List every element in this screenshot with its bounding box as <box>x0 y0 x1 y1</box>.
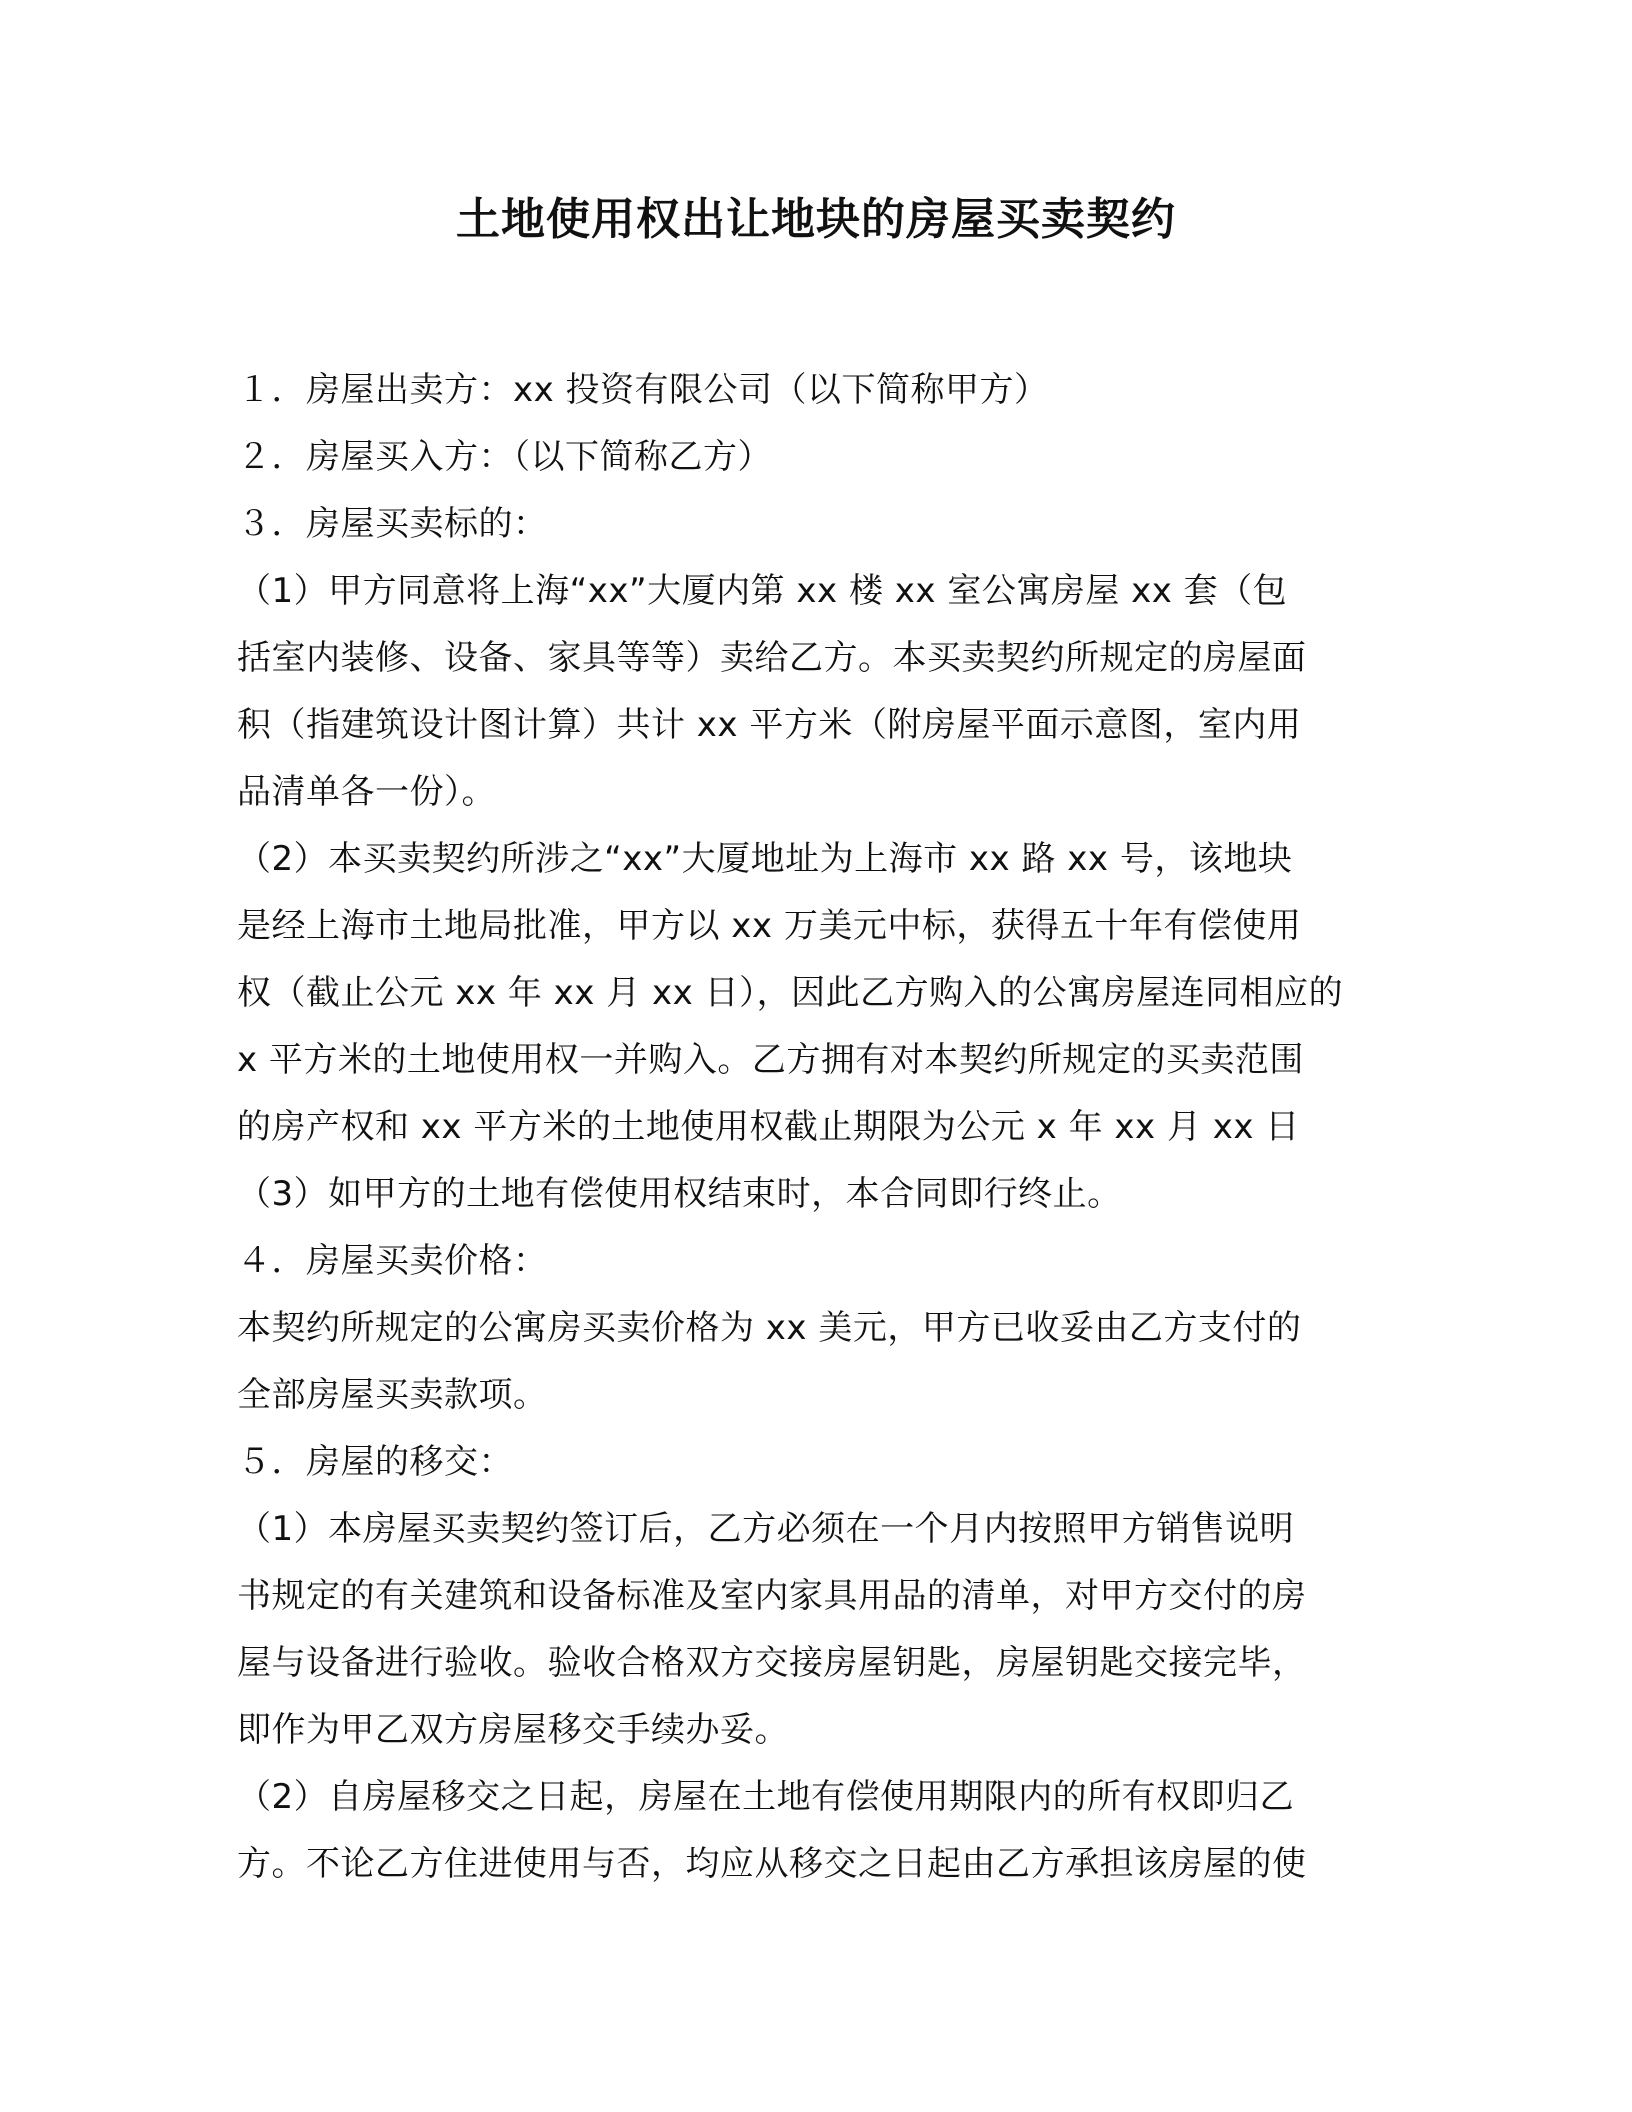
text-line: （1）本房屋买卖契约签订后，乙方必须在一个月内按照甲方销售说明 <box>237 1509 1295 1549</box>
text-line: x 平方米的土地使用权一并购入。乙方拥有对本契约所规定的买卖范围 <box>237 1040 1304 1080</box>
text-line: 即作为甲乙双方房屋移交手续办妥。 <box>237 1710 789 1750</box>
text-line: 积（指建筑设计图计算）共计 xx 平方米（附房屋平面示意图，室内用 <box>237 705 1302 745</box>
text-line: （2）自房屋移交之日起，房屋在土地有偿使用期限内的所有权即归乙 <box>237 1777 1295 1817</box>
text-line: 权（截止公元 xx 年 xx 月 xx 日），因此乙方购入的公寓房屋连同相应的 <box>237 973 1344 1013</box>
text-line: 本契约所规定的公寓房买卖价格为 xx 美元，甲方已收妥由乙方支付的 <box>237 1308 1302 1348</box>
text-line: ５．房屋的移交： <box>237 1442 513 1482</box>
text-line: 括室内装修、设备、家具等等）卖给乙方。本买卖契约所规定的房屋面 <box>237 638 1307 678</box>
text-line: 书规定的有关建筑和设备标准及室内家具用品的清单，对甲方交付的房 <box>237 1576 1307 1616</box>
text-line: ４．房屋买卖价格： <box>237 1241 548 1281</box>
text-line: 方。不论乙方住进使用与否，均应从移交之日起由乙方承担该房屋的使 <box>237 1844 1307 1884</box>
document-title: 土地使用权出让地块的房屋买卖契约 <box>456 194 1176 245</box>
text-line: ３．房屋买卖标的： <box>237 504 548 544</box>
text-line: １．房屋出卖方：xx 投资有限公司（以下简称甲方） <box>237 370 1049 410</box>
text-line: （3）如甲方的土地有偿使用权结束时，本合同即行终止。 <box>237 1174 1122 1214</box>
text-line: （1）甲方同意将上海“xx”大厦内第 xx 楼 xx 室公寓房屋 xx 套（包 <box>237 571 1288 611</box>
text-line: 全部房屋买卖款项。 <box>237 1375 548 1415</box>
text-line: 是经上海市土地局批准，甲方以 xx 万美元中标，获得五十年有偿使用 <box>237 906 1302 946</box>
text-line: 的房产权和 xx 平方米的土地使用权截止期限为公元 x 年 xx 月 xx 日 <box>237 1107 1300 1147</box>
document-body <box>237 357 1395 1898</box>
text-line: （2）本买卖契约所涉之“xx”大厦地址为上海市 xx 路 xx 号，该地块 <box>237 839 1293 879</box>
text-line: 屋与设备进行验收。验收合格双方交接房屋钥匙，房屋钥匙交接完毕， <box>237 1643 1307 1683</box>
text-line: 品清单各一份）。 <box>237 772 496 812</box>
text-line: ２．房屋买入方：（以下简称乙方） <box>237 437 772 477</box>
